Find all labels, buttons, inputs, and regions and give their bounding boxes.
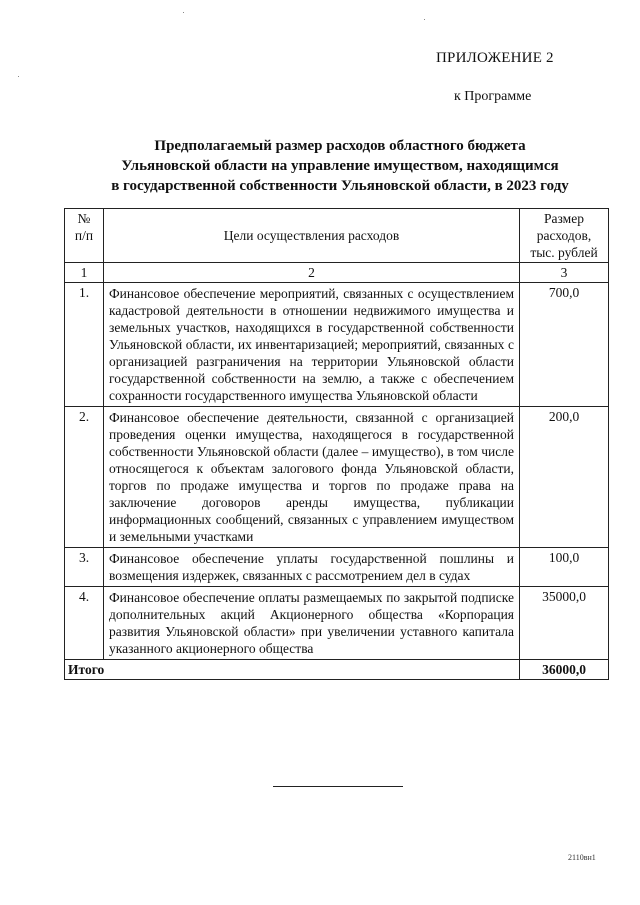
header-amount-line: Размер xyxy=(544,211,584,226)
header-amount-line: расходов, xyxy=(536,228,592,243)
row-text: Финансовое обеспечение мероприятий, связанных с осуществлением кадастровой деятельности в отношении недвижимого имущества и земельных участков, находящихся в государственной собственности Ульяновской области, их инвентаризацией; мероприятий, связанных с организацией разграничения на территории Ульяновской области государственной собственности на землю, а также с обеспечением сохранности государственного имущества Ульяновской области xyxy=(104,283,520,407)
row-amount: 100,0 xyxy=(520,548,609,587)
scan-speck xyxy=(183,12,184,13)
header-num-symbol: № xyxy=(77,211,91,226)
title-line: в государственной собственности Ульяновской области, в 2023 году xyxy=(111,178,569,194)
table-row xyxy=(65,407,609,548)
row-number: 2. xyxy=(65,407,104,548)
row-number: 3. xyxy=(65,548,104,587)
scan-speck xyxy=(424,19,425,20)
row-text: Финансовое обеспечение деятельности, связанной с организацией проведения оценки имущества, находящегося в государственной собственности Ульяновской области (далее – имущество), в том числе относящегося к объектам залогового фонда Ульяновской области, торгов по продаже имущества и торгов по продаже права на заключение договоров аренды имущества, публикации информационных сообщений, связанных с управлением имуществом и земельными участками xyxy=(104,407,520,548)
row-text: Финансовое обеспечение оплаты размещаемых по закрытой подписке дополнительных акций Акционерного общества «Корпорация развития Ульяновской области» при увеличении уставного капитала указанного акционерного общества xyxy=(104,587,520,660)
row-amount: 35000,0 xyxy=(520,587,609,660)
row-amount: 700,0 xyxy=(520,283,609,407)
table-row xyxy=(65,587,609,660)
row-text: Финансовое обеспечение уплаты государственной пошлины и возмещения издержек, связанных с рассмотрением дел в судах xyxy=(104,548,520,587)
appendix-label: ПРИЛОЖЕНИЕ 2 xyxy=(436,50,554,66)
program-reference: к Программе xyxy=(454,89,532,104)
column-number: 2 xyxy=(104,263,520,283)
header-num-abbr: п/п xyxy=(74,228,94,243)
header-amount xyxy=(520,209,609,263)
title-line: Предполагаемый размер расходов областного бюджета xyxy=(154,138,526,154)
header-goals: Цели осуществления расходов xyxy=(104,209,520,263)
row-amount: 200,0 xyxy=(520,407,609,548)
column-number: 1 xyxy=(65,263,104,283)
table-row xyxy=(65,283,609,407)
total-amount: 36000,0 xyxy=(520,660,609,680)
row-number: 1. xyxy=(65,283,104,407)
scan-speck xyxy=(18,76,19,77)
header-num xyxy=(65,209,104,263)
total-row xyxy=(65,660,609,680)
row-number: 4. xyxy=(65,587,104,660)
closing-rule xyxy=(273,786,403,787)
column-number-row xyxy=(65,263,609,283)
column-number: 3 xyxy=(520,263,609,283)
document-code: 2110вн1 xyxy=(568,853,596,862)
expenses-table xyxy=(64,208,609,680)
title-line: Ульяновской области на управление имуществом, находящимся xyxy=(121,158,559,174)
document-title xyxy=(60,136,620,196)
header-amount-line: тыс. рублей xyxy=(530,245,598,260)
total-label: Итого xyxy=(65,660,520,680)
table-header-row xyxy=(65,209,609,263)
table-row xyxy=(65,548,609,587)
